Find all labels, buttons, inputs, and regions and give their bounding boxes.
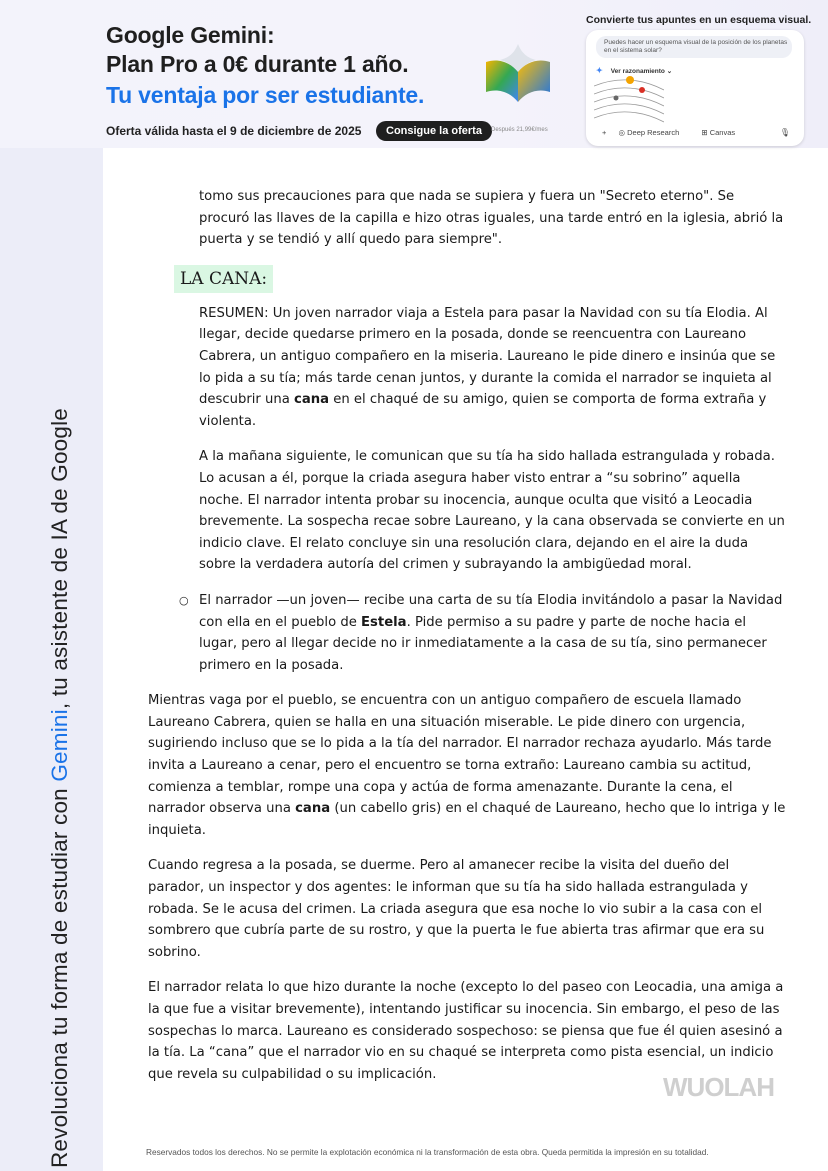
- plus-icon: +: [602, 128, 607, 137]
- text-run: en el chaqué de su amigo, quien se comporta de forma extraña y violenta.: [199, 392, 767, 429]
- paragraph: tomo sus precauciones para que nada se supiera y fuera un "Secreto eterno". Se procuró las llaves de la capilla e hizo otras iguales, una tarde entró en la iglesia, abrió la puerta y se tendió y allí quedo para siempre".: [199, 189, 784, 248]
- paragraph: El narrador relata lo que hizo durante la noche (excepto lo del paseo con Leocadia, una amiga a la que fue a visitar brevemente), intentando justificar su inocencia. Sin embargo, el peso de las sospechas lo marca. Laureano es considerado sospechoso: se piensa que fue él quien asesinó a la tía. La “cana” que el narrador vio en su chaqué se interpreta como pista esencial, un indicio que revela su culpabilidad o su implicación.: [148, 980, 784, 1082]
- text-run: Mientras vaga por el pueblo, se encuentra con un antiguo compañero de escuela llamado Laureano Cabrera, quien se halla en una situación miserable. Le pide dinero con urgencia, sugiriendo incluso que se lo pida a la tía del narrador. El narrador rechaza ayudarlo. Más tarde invita a Laureano a cenar, pero el encuentro se torna extraño: Laureano cambia su actitud, comienza a temblar, rompe una copa y actúa de forma amenazante. Durante la cena, el narrador observa una: [148, 693, 772, 817]
- paragraph: [148, 690, 788, 841]
- summary-paragraph: [199, 303, 788, 433]
- wuolah-watermark: WUOLAH: [663, 1072, 774, 1102]
- side-ad-brand: Gemini: [47, 709, 72, 782]
- banner-title-line-3: Tu ventaja por ser estudiante.: [106, 82, 425, 108]
- text-run: . Pide permiso a su padre y parte de noche hacia el lugar, pero al llegar decide no ir inmediatamente a la casa de su tía, sino permanecer primero en la posada.: [199, 614, 767, 673]
- canvas-tool: ⊞ Canvas: [701, 128, 736, 137]
- bold-term: cana: [295, 801, 331, 817]
- copyright-footer: Reservados todos los derechos. No se permite la explotación económica ni la transformación de esta obra. Queda permitida la impresión en su totalidad.: [146, 1147, 709, 1157]
- bold-term: cana: [294, 392, 330, 408]
- after-price: Después 21,99€/mes: [491, 127, 548, 133]
- chevron-down-icon: ⌄: [666, 68, 673, 75]
- canvas-label: Canvas: [709, 128, 736, 137]
- section-heading: LA CANA:: [174, 265, 273, 293]
- sparkle-icon: ✦: [596, 66, 603, 75]
- paragraph: A la mañana siguiente, le comunican que su tía ha sido hallada estrangulada y robada. Lo acusan a él, porque la criada asegura haber visto entrar a “su sobrino” aquella noche. El narrador intenta probar su inocencia, aunque oculta que visitó a Leocadia brevemente. La sospecha recae sobre Laureano, y la cana observada se convierte en un indicio clave. El relato concluye sin una resolución clara, dejando en el aire la duda sobre la verdadera autoría del crimen y subrayando la ambigüedad moral.: [199, 449, 785, 573]
- side-ad-text-after: , tu asistente de IA de Google: [47, 407, 72, 710]
- mockup-toolbar: [602, 128, 798, 137]
- gemini-book-logo-icon: [484, 40, 552, 104]
- deep-research-tool: ◎ Deep Research: [618, 128, 680, 137]
- text-run: (un cabello gris) en el chaqué de Laureano, hecho que lo intriga y le inquieta.: [148, 801, 786, 838]
- side-ad-text-before: Revoluciona tu forma de estudiar con: [47, 781, 72, 1169]
- bullet-icon: ○: [179, 593, 189, 607]
- promo-banner[interactable]: [0, 0, 828, 148]
- mockup-reasoning: [596, 66, 672, 75]
- banner-title-line-2: Plan Pro a 0€ durante 1 año.: [106, 51, 409, 77]
- bold-term: Estela: [361, 614, 407, 630]
- gemini-chat-mockup: [586, 30, 804, 146]
- mockup-reasoning-label: Ver razonamiento: [610, 68, 665, 75]
- text-run: RESUMEN: Un joven narrador viaja a Estela para pasar la Navidad con su tía Elodia. Al llegar, decide quedarse primero en la posada, donde se reencuentra con Laureano Cabrera, un antiguo compañero en la miseria. Laureano le pide dinero e insinúa que se lo pida a su tía; más tarde cenan juntos, y durante la comida el narrador se inquieta al descubrir una: [199, 305, 776, 408]
- list-item: [179, 590, 788, 676]
- text-run: El narrador —un joven— recibe una carta de su tía Elodia invitándolo a pasar la Navidad con ella en el pueblo de: [199, 592, 783, 630]
- paragraph: Cuando regresa a la posada, se duerme. Pero al amanecer recibe la visita del dueño del parador, un inspector y dos agentes: le informan que su tía ha sido hallada estrangulada y robada. Se le acusa del crimen. La criada asegura que esa noche lo vio subir a la casa con el sombrero que cubría parte de su rostro, y que la puerta le fue abierta tras afirmar que era su sobrino.: [148, 858, 765, 960]
- banner-title-line-1: Google Gemini:: [106, 22, 275, 48]
- side-ad-text: [47, 408, 73, 1168]
- document-body: [148, 186, 788, 1085]
- get-offer-button[interactable]: Consigue la oferta: [376, 121, 492, 141]
- mockup-title: Convierte tus apuntes en un esquema visual.: [586, 14, 812, 26]
- offer-validity: Oferta válida hasta el 9 de diciembre de 2025: [106, 124, 362, 138]
- microphone-icon: 🎙: [779, 128, 790, 137]
- side-ad-rail[interactable]: [0, 148, 103, 1171]
- deep-research-label: Deep Research: [627, 128, 680, 137]
- solar-system-diagram-icon: [594, 76, 664, 124]
- mockup-prompt: Puedes hacer un esquema visual de la posición de los planetas en el sistema solar?: [596, 36, 792, 58]
